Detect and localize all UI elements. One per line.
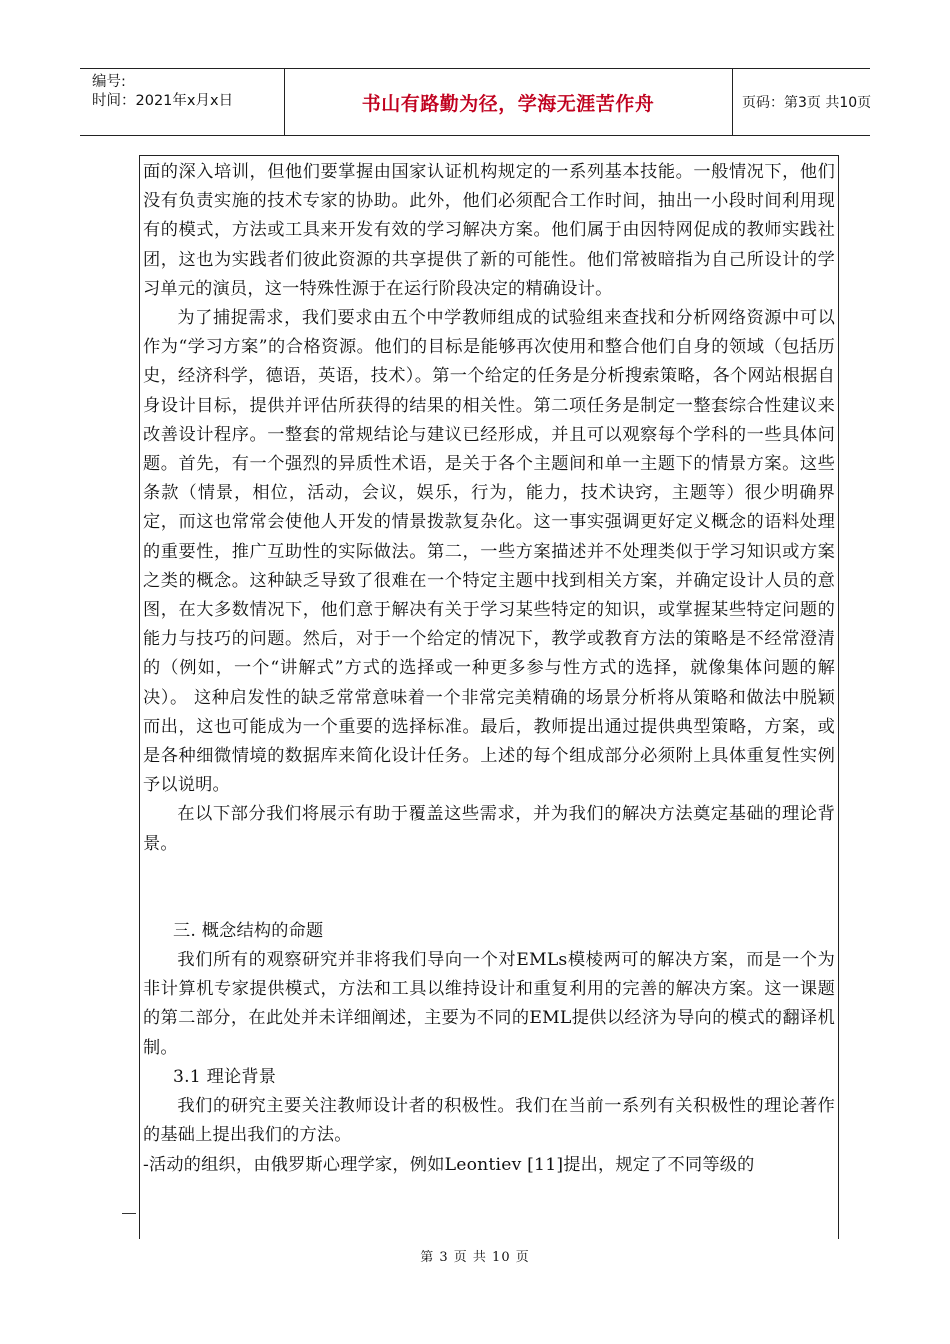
document-body (143, 158, 835, 1180)
margin-mark (122, 1213, 136, 1214)
document-number-label: 编号: (92, 74, 126, 90)
paragraph: 面的深入培训，但他们要掌握由国家认证机构规定的一系列基本技能。一般情况下，他们没有负责实施的技术专家的协助。此外，他们必须配合工作时间，抽出一小段时间利用现有的模式，方法或工具来开发有效的学习解决方案。他们属于由因特网促成的教师实践社团，这也为实践者们彼此资源的共享提供了新的可能性。他们常被暗指为自己所设计的学习单元的演员，这一特殊性源于在运行阶段决定的精确设计。 (143, 162, 835, 299)
paragraph: 为了捕捉需求，我们要求由五个中学教师组成的试验组来查找和分析网络资源中可以作为“学习方案”的合格资源。他们的目标是能够再次使用和整合他们自身的领域（包括历史，经济科学，德语，英语，技术）。第一个给定的任务是分析搜索策略，各个网站根据自身设计目标，提供并评估所获得的结果的相关性。第二项任务是制定一整套综合性建议来改善设计程序。一整套的常规结论与建议已经形成，并且可以观察每个学科的一些具体问题。首先，有一个强烈的异质性术语，是关于各个主题间和单一主题下的情景方案。这些条款（情景，相位，活动，会议，娱乐，行为，能力，技术诀窍，主题等）很少明确界定，而这也常常会使他人开发的情景拨款复杂化。这一事实强调更好定义概念的语料处理的重要性，推广互助性的实际做法。第二，一些方案描述并不处理类似于学习知识或方案之类的概念。这种缺乏导致了很难在一个特定主题中找到相关方案，并确定设计人员的意图，在大多数情况下，他们意于解决有关于学习某些特定的知识，或掌握某些特定问题的能力与技巧的问题。然后，对于一个给定的情况下，教学或教育方法的策略是不经常澄清的（例如，一个“讲解式”方式的选择或一种更多参与性方式的选择，就像集体问题的解决）。 这种启发性的缺乏常常意味着一个非常完美精确的场景分析将从策略和做法中脱颖而出，这也可能成为一个重要的选择标准。最后，教师提出通过提供典型策略，方案，或是各种细微情境的数据库来简化设计任务。上述的每个组成部分必须附上具体重复性实例予以说明。 (143, 308, 835, 796)
page-footer: 第 3 页 共 10 页 (420, 1250, 530, 1265)
spacer (143, 859, 835, 917)
page-header (80, 68, 870, 136)
document-time-label: 时间：2021年x月x日 (92, 93, 234, 109)
paragraph: 我们所有的观察研究并非将我们导向一个对EMLs模棱两可的解决方案，而是一个为非计算机专家提供模式，方法和工具以维持设计和重复利用的完善的解决方案。这一课题的第二部分，在此处并未详细阐述，主要为不同的EML提供以经济为导向的模式的翻译机制。 (143, 950, 835, 1058)
header-meta (80, 69, 284, 135)
header-motto: 书山有路勤为径，学海无涯苦作舟 (361, 92, 655, 115)
paragraph: 我们的研究主要关注教师设计者的积极性。我们在当前一系列有关积极性的理论著作的基础上提出我们的方法。 (143, 1096, 835, 1146)
section-heading: 三. 概念结构的命题 (173, 920, 324, 941)
paragraph: 在以下部分我们将展示有助于覆盖这些需求，并为我们的解决方法奠定基础的理论背景。 (143, 804, 835, 854)
paragraph: -活动的组织，由俄罗斯心理学家，例如Leontiev [11]提出，规定了不同等级的 (143, 1154, 755, 1175)
header-page-number: 页码：第3页 共10页 (742, 95, 872, 111)
subsection-heading: 3.1 理论背景 (173, 1066, 277, 1087)
